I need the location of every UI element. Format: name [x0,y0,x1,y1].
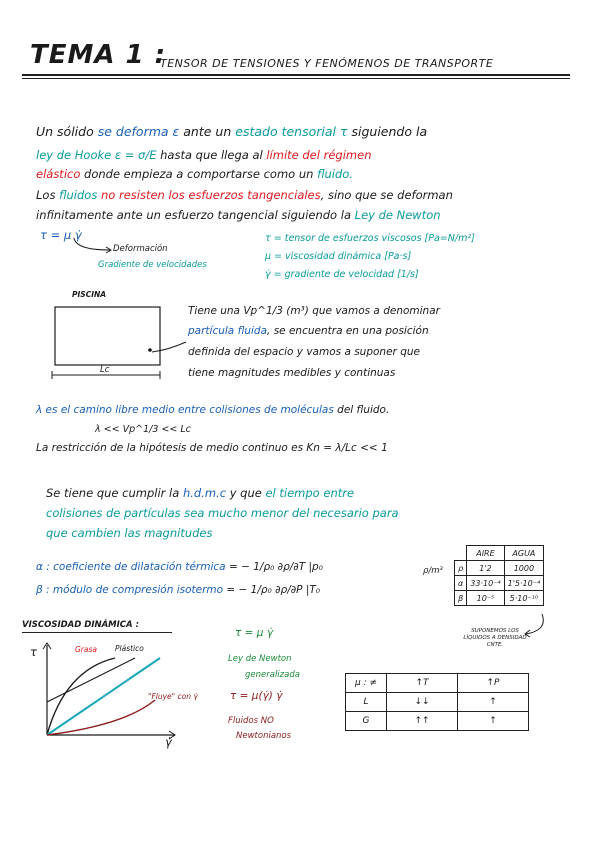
states-header-cell: μ : ≠ [346,674,387,693]
text-del-fluido: del fluido. [337,404,390,416]
text-ley-hooke: ley de Hooke ε = σ/E [36,148,157,162]
text-fluidos: fluidos [59,188,98,202]
text-y-que: y que [229,486,262,500]
text-se-tiene: Se tiene que cumplir la [46,486,180,500]
label-gradiente: Gradiente de velocidades [98,260,207,270]
piscina-line-3: definida del espacio y vamos a suponer que [188,346,420,358]
text-denominar: que vamos a denominar [312,305,440,317]
text-limite-regimen: límite del régimen [266,148,372,162]
states-header-row [346,674,529,693]
table-cell: 1'2 [467,561,504,576]
label-deformacion: Deformación [113,244,168,254]
table-cell: 1000 [504,561,544,576]
piscina-label: PISCINA [72,290,107,299]
curve-plastico [47,658,135,702]
para-3-line-3: La restricción de la hipótesis de medio continuo es Kn = λ/Lc << 1 [36,442,388,454]
header-aire: AIRE [467,546,504,561]
def-tau: τ = tensor de esfuerzos viscosos [Pa=N/m²] [265,233,475,244]
table-header-row [455,546,544,561]
table-cell: ↑↑ [387,712,458,731]
text-hasta: hasta que llega al [160,148,263,162]
text-deforma: se deforma ε [97,124,180,139]
alpha-formula: = − 1/ρ₀ ∂ρ/∂T |p₀ [228,561,323,573]
viscosity-states-table [345,673,529,731]
def-gamma: γ̇ = gradiente de velocidad [1/s] [265,269,419,280]
text-tiene: Tiene una [188,305,240,317]
newton-gen-sub1: Ley de Newton [228,654,292,664]
text-tiempo: el tiempo entre [265,486,355,500]
text-los: Los [36,188,56,202]
label-fluye: "Fluye" con γ̇ [148,692,198,701]
para-4-line-1 [46,486,354,500]
beta-line [36,584,320,596]
table-cell: 1'5·10⁻⁴ [504,576,544,591]
newton-gen-eq: τ = μ γ̇ [235,627,274,639]
label-plastico: Plástico [115,644,144,653]
text-hdmc: h.d.m.c [182,486,227,500]
header-cell [455,546,467,561]
text-infinitamente: infinitamente ante un esfuerzo tangencial siguiendo la [36,208,351,222]
table-cell: 33·10⁻⁴ [467,576,504,591]
text-no-resisten: no resisten los esfuerzos tangenciales [101,188,321,202]
curve-fluye [47,700,155,735]
piscina-line-4: tiene magnitudes medibles y continuas [188,367,396,379]
axis-tau-label: τ [30,645,37,659]
table-cell: α [455,576,467,591]
label-grasa: Grasa [75,645,97,654]
beta-formula: = − 1/ρ₀ ∂ρ/∂P |T₀ [226,584,320,596]
para-3-line-1 [36,404,389,416]
title-underline-2 [22,78,570,79]
states-header-cell: ↑T [387,674,458,693]
text-solid: Un sólido [36,124,94,139]
title-underline [22,74,570,76]
properties-table [454,545,544,606]
piscina-rect [55,307,160,365]
table-cell: ↓↓ [387,693,458,712]
table-cell: G [346,712,387,731]
lc-label: Lc [100,365,110,375]
table-cell: ρ [455,561,467,576]
non-newton-sub1: Fluidos NO [228,716,274,726]
text-estado-tensorial: estado tensorial τ [235,124,348,139]
table-cell: ↑ [458,693,529,712]
table-note: SUPONEMOS LOS LÍQUIDOS A DENSIDAD CNTE. [463,628,527,648]
table-row [346,712,529,731]
piscina-line-2 [188,325,429,337]
def-mu: μ = viscosidad dinámica [Pa·s] [265,251,412,262]
para-1-line-1 [36,124,427,139]
para-1-line-3 [36,167,353,181]
header-agua: AGUA [504,546,544,561]
newton-gen-sub2: generalizada [245,670,300,680]
para-1-line-2 [36,148,371,162]
text-vp: Vp^1/3 (m³) [243,305,309,317]
table-cell: L [346,693,387,712]
table-cell: 10⁻⁵ [467,591,504,606]
text-particula-fluida: partícula fluida [188,325,268,337]
page-title: TEMA 1 : [30,40,167,70]
alpha-line [36,561,323,573]
text-fluido: fluido. [317,167,353,181]
text-lambda: λ es el camino libre medio entre colisiones de moléculas [36,404,334,416]
para-4-line-3: que cambien las magnitudes [46,526,213,540]
text-sino: , sino que se deforman [320,188,453,202]
table-cell: β [455,591,467,606]
axis-gamma-label: γ̇ [165,735,172,749]
table-row [455,576,544,591]
units-label: ρ/m³ [423,566,443,576]
para-4-line-2: colisiones de partículas sea mucho menor del necesario para [46,506,399,520]
table-cell: 5·10⁻¹⁰ [504,591,544,606]
text-donde: donde empieza a comportarse como un [84,167,314,181]
table-cell: ↑ [458,712,529,731]
visc-title: VISCOSIDAD DINÁMICA : [22,620,139,630]
text-elastico: elástico [36,167,81,181]
page-subtitle: TENSOR DE TENSIONES Y FENÓMENOS DE TRANSPORTE [160,57,494,70]
text-ante: ante un [183,124,232,139]
states-header-cell: ↑P [458,674,529,693]
para-2-line-1 [36,188,453,202]
para-2-line-2 [36,208,441,222]
text-beta: β : módulo de compresión isotermo [36,584,224,596]
text-ley-newton: Ley de Newton [354,208,441,222]
non-newton-eq: τ = μ(γ̇) γ̇ [230,690,283,702]
para-3-line-2: λ << Vp^1/3 << Lc [95,424,191,435]
piscina-line-1 [188,305,440,317]
non-newton-sub2: Newtonianos [236,731,292,741]
text-siguiendo: siguiendo la [351,124,428,139]
particle-pointer [150,340,190,356]
text-se-encuentra: , se encuentra en una posición [267,325,429,337]
table-row [346,693,529,712]
newton-equation: τ = μ γ̇ [40,228,82,242]
text-alpha: α : coeficiente de dilatación térmica [36,561,226,573]
table-row [455,561,544,576]
table-row [455,591,544,606]
visc-title-underline [22,632,172,633]
